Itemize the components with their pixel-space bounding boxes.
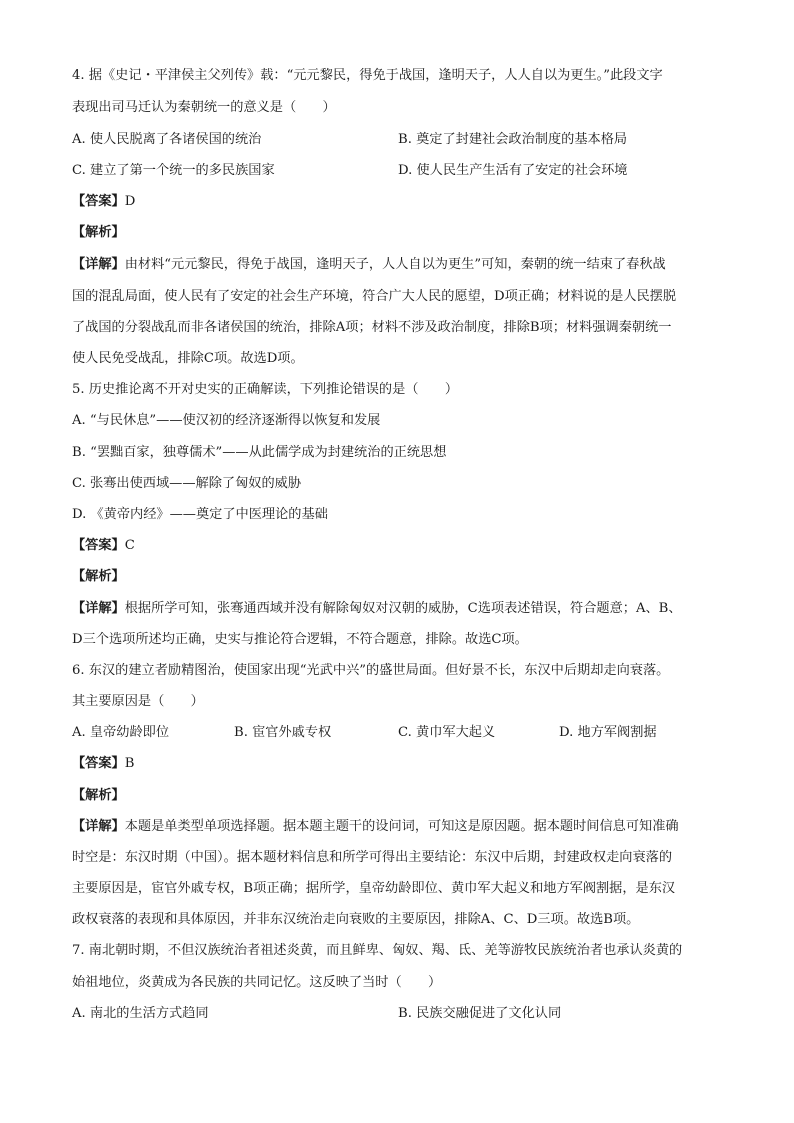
q4-analysis-label: 【解析】 bbox=[72, 225, 125, 240]
q6-stem-line-1: 6. 东汉的建立者励精图治，使国家出现“光武中兴”的盛世局面。但好景不长，东汉中后期却走向衰落。 bbox=[72, 663, 670, 678]
q6-answer bbox=[72, 754, 134, 774]
q6-option-d: D. 地方军阀割据 bbox=[559, 725, 657, 740]
q7-stem-line-2: 始祖地位，炎黄成为各民族的共同记忆。这反映了当时（ ） bbox=[72, 975, 442, 990]
q6-option-a: A. 皇帝幼龄即位 bbox=[72, 725, 170, 740]
q6-option-c: C. 黄巾军大起义 bbox=[398, 725, 496, 740]
q5-option-d: D. 《黄帝内经》——奠定了中医理论的基础 bbox=[72, 507, 328, 522]
q4-detail-line-2: 国的混乱局面，使人民有了安定的社会生产环境，符合广大人民的愿望，D项正确；材料说的是人民摆脱 bbox=[72, 289, 677, 304]
q4-option-c: C. 建立了第一个统一的多民族国家 bbox=[72, 163, 275, 178]
q5-option-a: A. “与民休息”——使汉初的经济逐渐得以恢复和发展 bbox=[72, 413, 381, 428]
detail-text: 根据所学可知，张骞通西域并没有解除匈奴对汉朝的威胁，C选项表述错误，符合题意；A、B、 bbox=[124, 601, 682, 616]
q7-option-b: B. 民族交融促进了文化认同 bbox=[398, 1006, 562, 1021]
q4-option-b: B. 奠定了封建社会政治制度的基本格局 bbox=[398, 132, 628, 147]
q7-option-a: A. 南北的生活方式趋同 bbox=[72, 1006, 209, 1021]
q6-stem-line-2: 其主要原因是（ ） bbox=[72, 694, 204, 709]
answer-value: C bbox=[124, 538, 135, 553]
q6-detail-line-4: 政权衰落的表现和具体原因，并非东汉统治走向衰败的主要原因，排除A、C、D三项。故选B项。 bbox=[72, 912, 640, 927]
q6-analysis-label: 【解析】 bbox=[72, 788, 125, 803]
answer-value: B bbox=[124, 756, 135, 771]
q5-answer bbox=[72, 536, 135, 556]
q5-analysis-label: 【解析】 bbox=[72, 569, 125, 584]
q5-option-c: C. 张骞出使西域——解除了匈奴的威胁 bbox=[72, 476, 302, 491]
q5-detail-line-2: D三个选项所述均正确，史实与推论符合逻辑，不符合题意，排除。故选C项。 bbox=[72, 632, 528, 647]
q4-detail-line-3: 了战国的分裂战乱而非各诸侯国的统治，排除A项；材料不涉及政治制度，排除B项；材料强调秦朝统一 bbox=[72, 320, 672, 335]
answer-label: 【答案】 bbox=[72, 194, 125, 209]
q6-detail-line-3: 主要原因是，宦官外戚专权，B项正确；据所学，皇帝幼龄即位、黄巾军大起义和地方军阀割据，是东汉 bbox=[72, 881, 676, 896]
q4-stem-line-1: 4. 据《史记・平津侯主父列传》载：“元元黎民，得免于战国，逢明天子，人人自以为更生。”此段文字 bbox=[72, 68, 663, 83]
answer-label: 【答案】 bbox=[72, 538, 125, 553]
q5-stem-line-1: 5. 历史推论离不开对史实的正确解读，下列推论错误的是（ ） bbox=[72, 382, 459, 397]
answer-label: 【答案】 bbox=[72, 756, 125, 771]
q6-option-b: B. 宦官外戚专权 bbox=[234, 725, 332, 740]
detail-label: 【详解】 bbox=[72, 819, 125, 834]
q4-detail-line-1 bbox=[72, 255, 666, 275]
q5-option-b: B. “罢黜百家，独尊儒术”——从此儒学成为封建统治的正统思想 bbox=[72, 445, 447, 460]
q4-option-a: A. 使人民脱离了各诸侯国的统治 bbox=[72, 132, 262, 147]
q4-detail-line-4: 使人民免受战乱，排除C项。故选D项。 bbox=[72, 351, 304, 366]
q7-stem-line-1: 7. 南北朝时期，不但汉族统治者祖述炎黄，而且鲜卑、匈奴、羯、氐、羌等游牧民族统治者也承认炎黄的 bbox=[72, 943, 683, 958]
q6-detail-line-2: 时空是：东汉时期（中国）。据本题材料信息和所学可得出主要结论：东汉中后期，封建政权走向衰落的 bbox=[72, 850, 673, 865]
q4-answer bbox=[72, 192, 135, 212]
detail-label: 【详解】 bbox=[72, 257, 125, 272]
q5-detail-line-1 bbox=[72, 599, 682, 619]
detail-label: 【详解】 bbox=[72, 601, 125, 616]
q4-stem-line-2: 表现出司马迁认为秦朝统一的意义是（ ） bbox=[72, 100, 336, 115]
detail-text: 本题是单类型单项选择题。据本题主题干的设问词，可知这是原因题。据本题时间信息可知准确 bbox=[124, 819, 679, 834]
q6-detail-line-1 bbox=[72, 817, 679, 837]
q4-option-d: D. 使人民生产生活有了安定的社会环境 bbox=[398, 163, 628, 178]
detail-text: 由材料“元元黎民，得免于战国，逢明天子，人人自以为更生”可知，秦朝的统一结束了春秋战 bbox=[124, 257, 666, 272]
answer-value: D bbox=[124, 194, 136, 209]
